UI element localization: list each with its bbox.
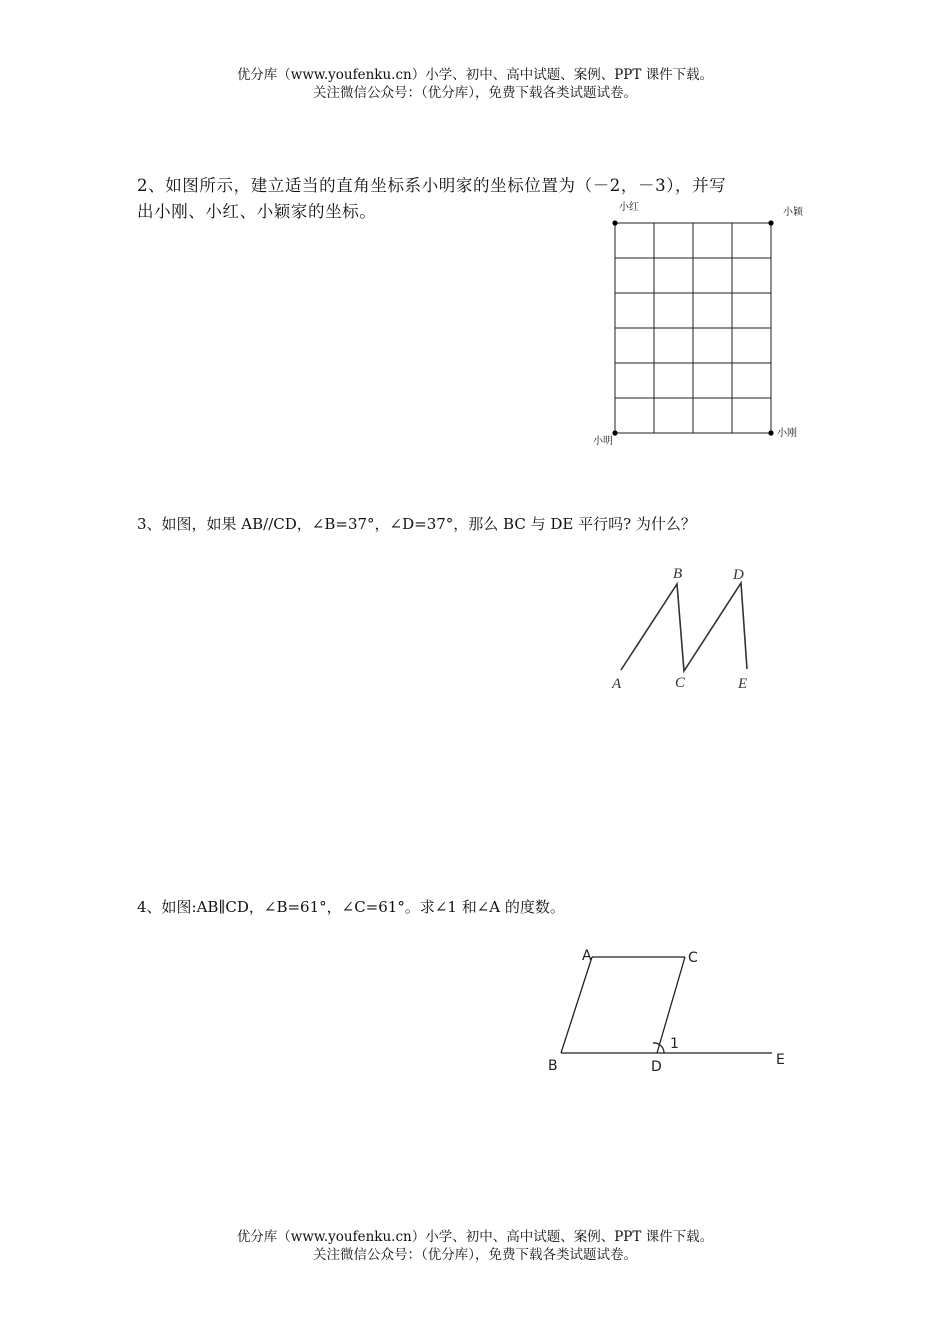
label-E: E	[738, 676, 748, 692]
point-xiaoying	[768, 220, 773, 225]
zigzag-line	[621, 583, 747, 671]
header-line-2: 关注微信公众号：（优分库），免费下载各类试题试卷。	[313, 85, 637, 101]
label-B: B	[548, 1058, 558, 1074]
question-2-line-2: 出小刚、小红、小颖家的坐标。	[137, 202, 377, 221]
footer-line-2: 关注微信公众号：（优分库），免费下载各类试题试卷。	[313, 1247, 637, 1263]
footer-line-1: 优分库（www.youfenku.cn）小学、初中、高中试题、案例、PPT 课件下载。	[236, 1229, 714, 1245]
point-xiaohong	[612, 220, 617, 225]
point-xiaoming	[612, 430, 617, 435]
question-4: 4、如图:AB∥CD，∠B=61°，∠C=61°。求∠1 和∠A 的度数。	[137, 898, 565, 916]
label-xiaoying: 小颖	[783, 207, 803, 218]
label-D: D	[733, 567, 744, 583]
grid	[615, 223, 771, 433]
label-A: A	[582, 948, 592, 964]
point-xiaogang	[768, 430, 773, 435]
label-angle-1: 1	[670, 1036, 679, 1052]
question-2-grid-figure	[590, 196, 820, 451]
label-xiaogang: 小刚	[777, 428, 797, 439]
label-C: C	[675, 675, 686, 691]
page-footer	[0, 1228, 950, 1264]
label-C: C	[688, 950, 698, 966]
header-line-1: 优分库（www.youfenku.cn）小学、初中、高中试题、案例、PPT 课件下载。	[236, 67, 714, 83]
label-B: B	[673, 566, 683, 582]
page-header	[0, 66, 950, 102]
question-2-line-1: 2、如图所示，建立适当的直角坐标系小明家的坐标位置为（－2，－3），并写	[137, 176, 727, 195]
question-4-figure	[540, 940, 800, 1080]
segment-AB	[561, 957, 592, 1053]
question-3-figure	[600, 560, 770, 700]
question-3: 3、如图，如果 AB//CD，∠B=37°，∠D=37°，那么 BC 与 DE 平行吗? 为什么？	[137, 515, 696, 533]
label-E: E	[776, 1052, 785, 1068]
label-D: D	[651, 1059, 662, 1075]
label-A: A	[612, 676, 622, 692]
label-xiaohong: 小红	[619, 202, 639, 213]
label-xiaoming: 小明	[593, 436, 613, 447]
